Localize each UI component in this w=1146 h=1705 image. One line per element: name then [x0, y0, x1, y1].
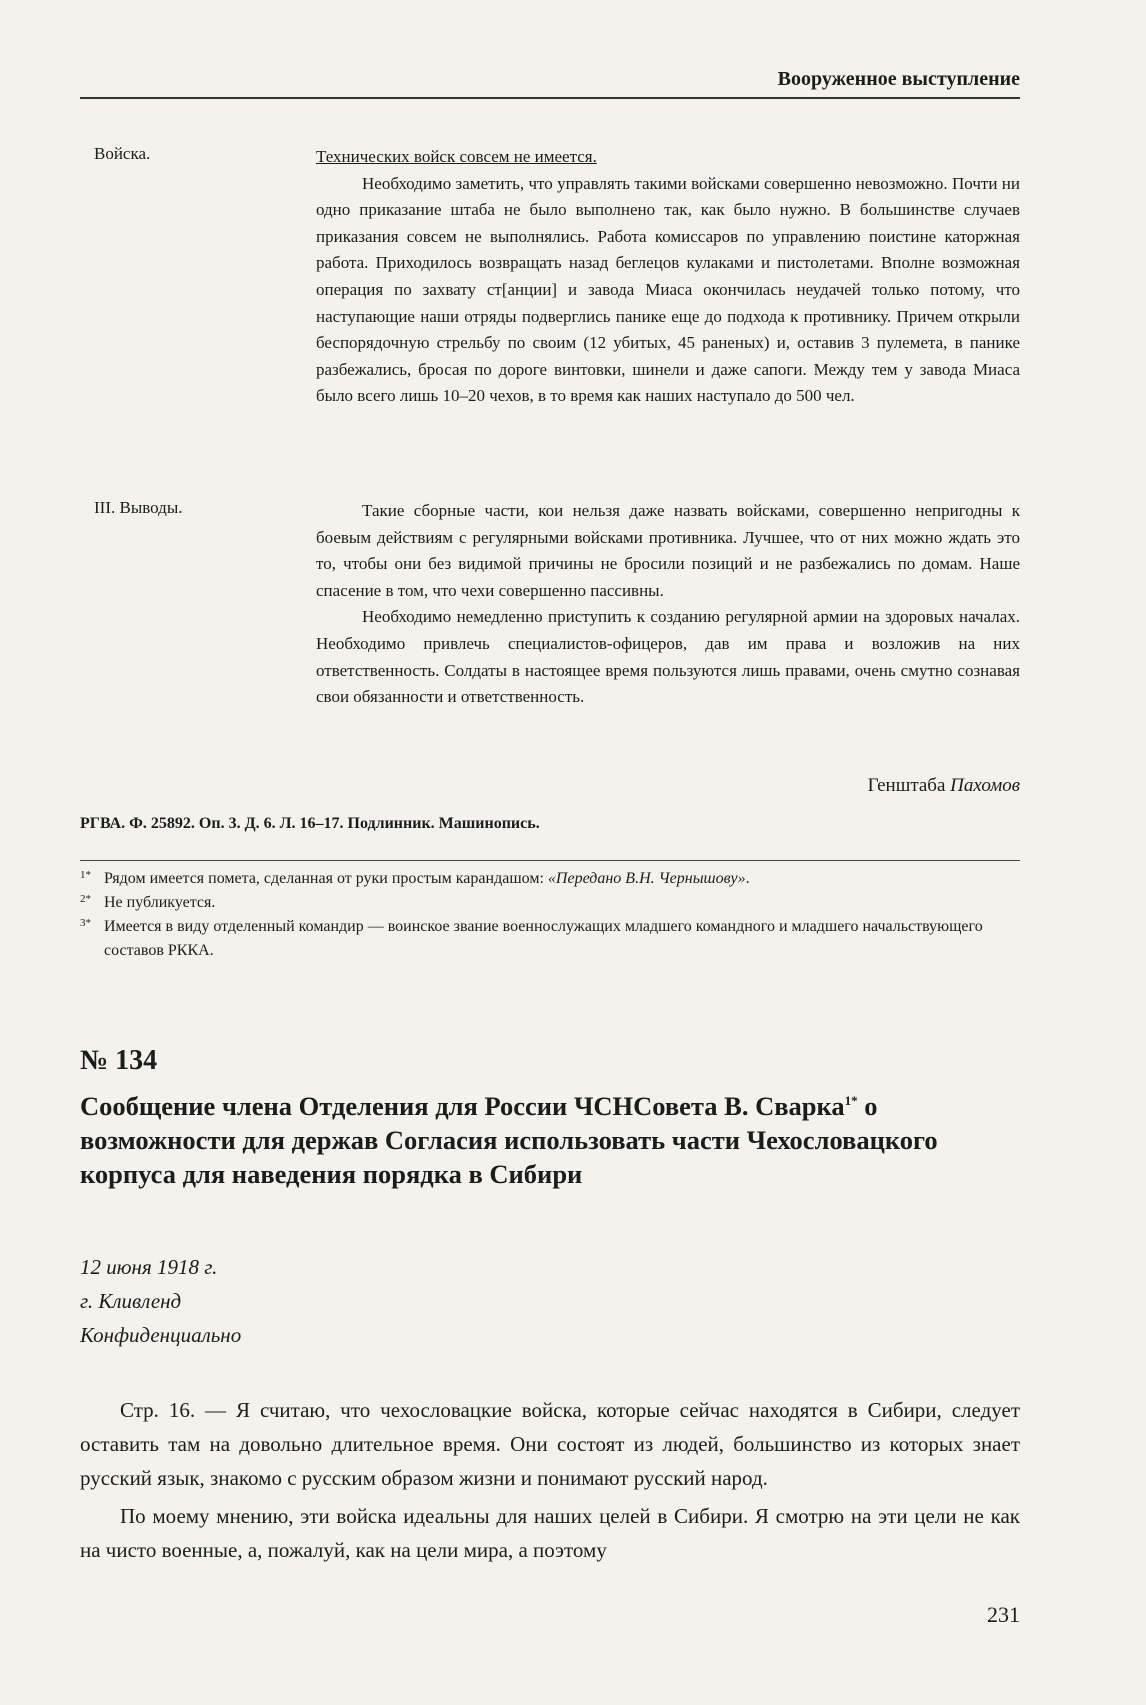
- footnote-mark: 1*: [80, 869, 91, 881]
- section-paragraph: Такие сборные части, кои нельзя даже назвать войсками, совершенно непригодны к боевым действиям с регулярными войсками противника. Лучшее, что от них можно ждать это то, чтобы они без видимой причины не бросили позиций и не разбежались по домам. Наше спасение в том, что чехи совершенно пассивны.: [316, 501, 1020, 600]
- document-place: г. Кливленд: [80, 1289, 182, 1313]
- footnotes: [80, 860, 1020, 963]
- section-label: III. Выводы.: [94, 498, 183, 517]
- footnote-mark: 2*: [80, 893, 91, 905]
- signature-title: Генштаба: [867, 775, 946, 796]
- body-paragraph: По моему мнению, эти войска идеальны для наших целей в Сибири. Я смотрю на эти цели не как на чисто военные, а, пожалуй, как на цели мира, а поэтому: [80, 1504, 1020, 1562]
- section-label: Войска.: [94, 144, 151, 163]
- document-meta: [80, 1250, 241, 1352]
- running-header: Вооруженное выступление: [80, 68, 1020, 99]
- footnote: 3* Имеется в виду отделенный командир — воинское звание военнослужащих младшего командного и младшего начальствующего составов РККА.: [80, 915, 1020, 963]
- document-body: [80, 1393, 1020, 1571]
- footnote-mark: 3*: [80, 917, 91, 929]
- signature: [868, 775, 1020, 797]
- section-conclusions: [94, 498, 1020, 711]
- document-date: 12 июня 1918 г.: [80, 1255, 218, 1279]
- signature-name: Пахомов: [950, 775, 1020, 796]
- section-paragraph: Необходимо заметить, что управлять такими войсками совершенно невозможно. Почти ни одно приказание штаба не было выполнено так, как было нужно. В большинстве случаев приказания совсем не выполнялись. Работа комиссаров по управлению поистине каторжная работа. Приходилось возвращать назад беглецов кулаками и пистолетами. Вполне возможная операция по захвату ст[анции] и завода Миаса окончилась неудачей только потому, что наступающие наши отряды подверглись панике еще до подхода к противнику. Причем открыли беспорядочную стрельбу по своим (12 убитых, 45 раненых) и, оставив 3 пулемета, в панике разбежались, бросая по дороге винтовки, шинели и даже сапоги. Между тем у завода Миаса было всего лишь 10–20 чехов, в то время как наших наступало до 500 чел.: [316, 173, 1020, 406]
- footnote: 2* Не публикуется.: [80, 891, 1020, 915]
- section-body: [316, 498, 1020, 711]
- section-paragraph: Технических войск совсем не имеется.: [316, 147, 597, 166]
- archive-reference: РГВА. Ф. 25892. Оп. 3. Д. 6. Л. 16–17. Подлинник. Машинопись.: [80, 815, 540, 832]
- section-paragraph: Необходимо немедленно приступить к созданию регулярной армии на здоровых началах. Необходимо привлечь специалистов-офицеров, дав им права и возложив на них ответственность. Солдаты в настоящее время пользуются лишь правами, очень смутно сознавая свои обязанности и ответственность.: [316, 607, 1020, 707]
- footnote: 1* Рядом имеется помета, сделанная от руки простым карандашом: «Передано В.Н. Чернышову».: [80, 867, 1020, 891]
- section-body: [316, 144, 1020, 410]
- document-classification: Конфиденциально: [80, 1323, 242, 1347]
- page-number: 231: [987, 1602, 1020, 1627]
- document-title: Сообщение члена Отделения для России ЧСНСовета В. Сварка$^{1*}$ о возможности для держав Согласия использовать части Чехословацкого корпуса для наведения порядка в Сибири: [80, 1090, 938, 1189]
- section-troops: [94, 144, 1020, 410]
- document-number: № 134: [80, 1045, 158, 1076]
- footnote-ref: 1*: [844, 1093, 858, 1108]
- body-paragraph: Стр. 16. — Я считаю, что чехословацкие войска, которые сейчас находятся в Сибири, следует оставить там на довольно длительное время. Они состоят из людей, большинство из которых знает русский язык, знакомо с русским образом жизни и понимают русский народ.: [80, 1398, 1020, 1490]
